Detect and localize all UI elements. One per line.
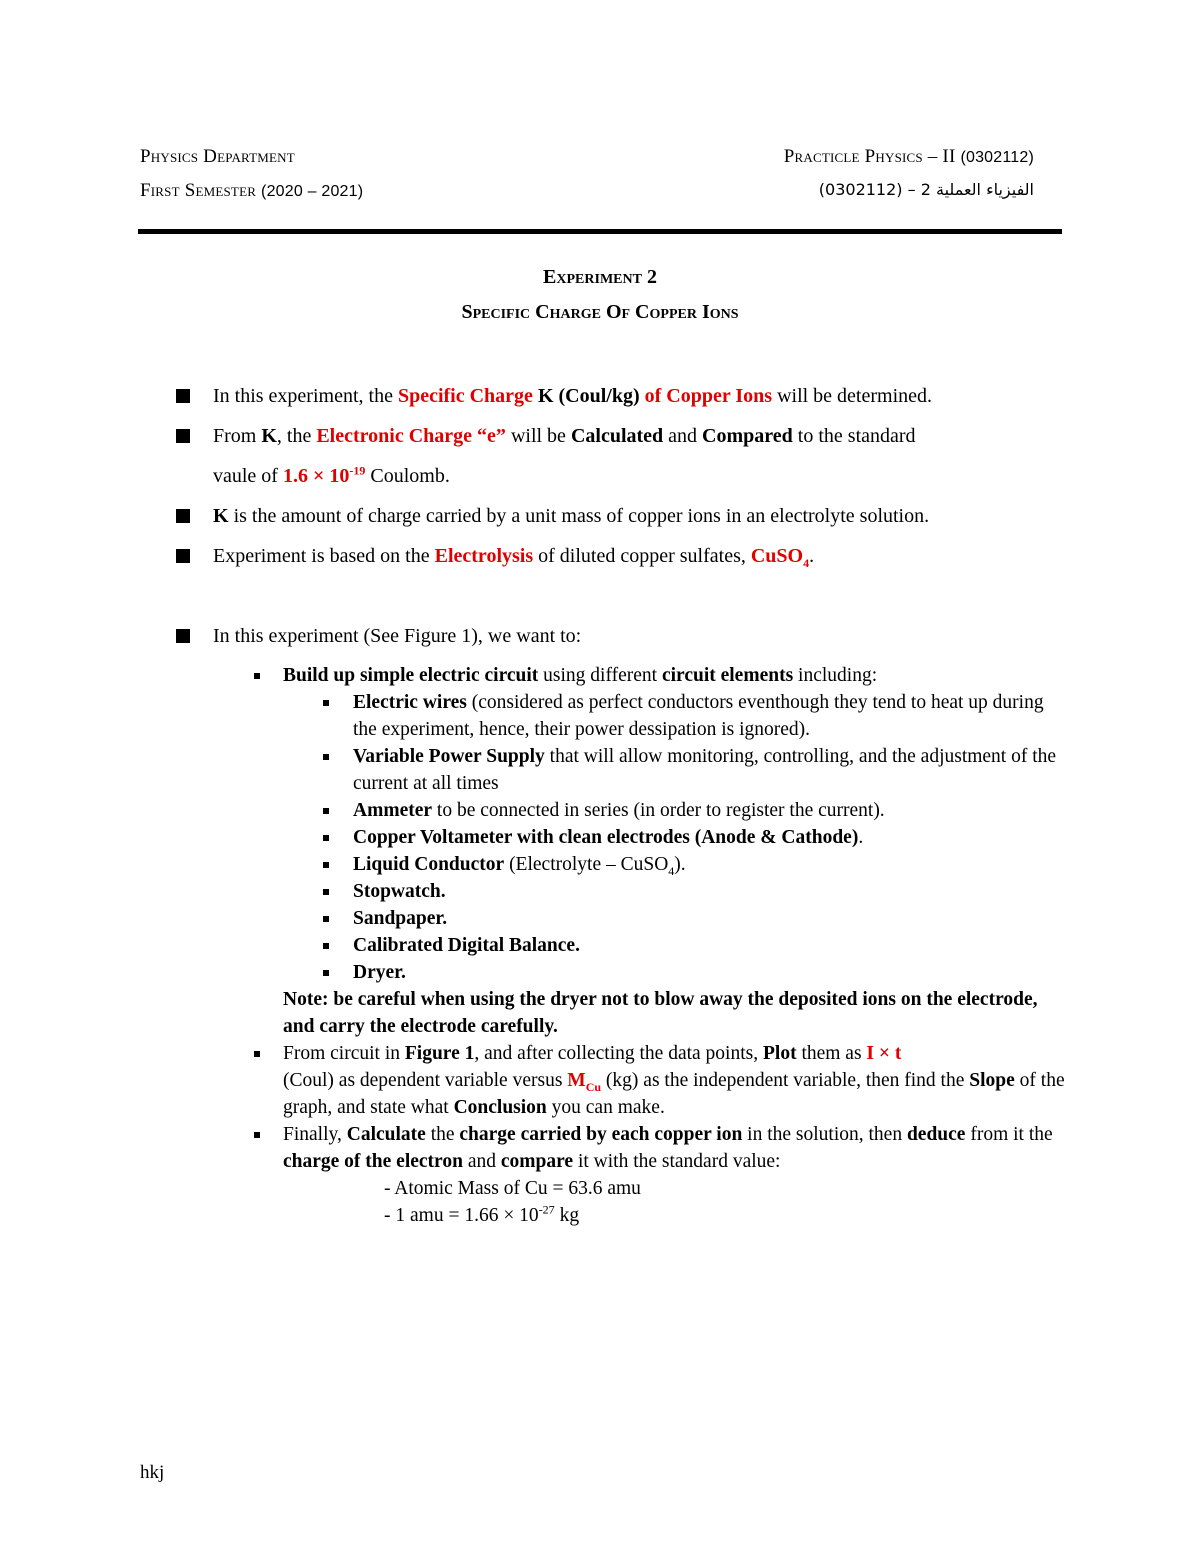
bullet-item: From K, the Electronic Charge “e” will be Calculated and Compared to the standard vaule of $1.6 \times 10^{-19}$ Coulomb.	[176, 416, 1076, 496]
small-square-bullet-icon	[323, 916, 329, 922]
square-bullet-icon	[176, 389, 190, 403]
footer-text: hkj	[140, 1462, 165, 1483]
small-square-bullet-icon	[323, 700, 329, 706]
intro-bullets	[176, 376, 1076, 656]
small-square-bullet-icon	[254, 1051, 260, 1057]
sub-list-item: Ammeter to be connected in series (in order to register the current).	[246, 797, 1066, 824]
experiment-title: Specific Charge Of Copper Ions	[461, 301, 739, 323]
square-bullet-icon	[176, 429, 190, 443]
small-square-bullet-icon	[323, 943, 329, 949]
procedure-list	[246, 662, 1066, 1229]
bullet-item: In this experiment, the Specific Charge K (Coul/kg) of Copper Ions will be determined.	[176, 376, 1076, 416]
sub-list-item: Variable Power Supply that will allow monitoring, controlling, and the adjustment of the current at all times	[246, 743, 1066, 797]
course-title-arabic: الفيزياء العملية 2 – (0302112)	[818, 180, 1034, 199]
list-item: Build up simple electric circuit using different circuit elements including:	[246, 662, 1066, 689]
sub-list-item: Copper Voltameter with clean electrodes (Anode & Cathode).	[246, 824, 1066, 851]
list-item: From circuit in Figure 1, and after collecting the data points, Plot them as I × t (Coul) as dependent variable versus $M_{Cu}$ (kg) as the independent variable, then find the Slope of the graph, and state what Conclusion you can make.	[246, 1040, 1066, 1121]
sub-list-item: Sandpaper.	[246, 905, 1066, 932]
bullet-item: K is the amount of charge carried by a unit mass of copper ions in an electrolyte solution.	[176, 496, 1076, 536]
bullet-item: Experiment is based on the Electrolysis of diluted copper sulfates, CuSO$_4$.	[176, 536, 1076, 576]
small-square-bullet-icon	[323, 889, 329, 895]
small-square-bullet-icon	[254, 673, 260, 679]
small-square-bullet-icon	[323, 754, 329, 760]
course-title: Practicle Physics – II (0302112)	[783, 146, 1034, 167]
small-square-bullet-icon	[323, 970, 329, 976]
experiment-number: Experiment 2	[543, 266, 657, 288]
sub-list-item: Calibrated Digital Balance.	[246, 932, 1066, 959]
sub-list-item: Liquid Conductor (Electrolyte – CuSO$_4$).	[246, 851, 1066, 878]
square-bullet-icon	[176, 509, 190, 523]
small-square-bullet-icon	[323, 835, 329, 841]
sub-list-item: Stopwatch.	[246, 878, 1066, 905]
list-item: Finally, Calculate the charge carried by each copper ion in the solution, then deduce from it the charge of the electron and compare it with the standard value:	[246, 1121, 1066, 1175]
sub-list-item: Electric wires (considered as perfect conductors eventhough they tend to heat up during the experiment, hence, their power dessipation is ignored).	[246, 689, 1066, 743]
square-bullet-icon	[176, 549, 190, 563]
small-square-bullet-icon	[323, 808, 329, 814]
bullet-item: In this experiment (See Figure 1), we want to:	[176, 616, 1076, 656]
department-label: Physics Department	[140, 146, 295, 167]
header-rule	[138, 229, 1062, 234]
constant-amu: - 1 amu = $1.66 \times 10^{-27}$ kg	[384, 1202, 580, 1226]
constant-atomic-mass: - Atomic Mass of Cu = 63.6 amu	[384, 1178, 641, 1199]
dryer-note: Note: be careful when using the dryer not to blow away the deposited ions on the electrode, and carry the electrode carefully.	[283, 989, 1038, 1037]
small-square-bullet-icon	[254, 1132, 260, 1138]
semester-label: First Semester (2020 – 2021)	[140, 180, 364, 201]
small-square-bullet-icon	[323, 862, 329, 868]
square-bullet-icon	[176, 629, 190, 643]
sub-list-item: Dryer.	[246, 959, 1066, 986]
